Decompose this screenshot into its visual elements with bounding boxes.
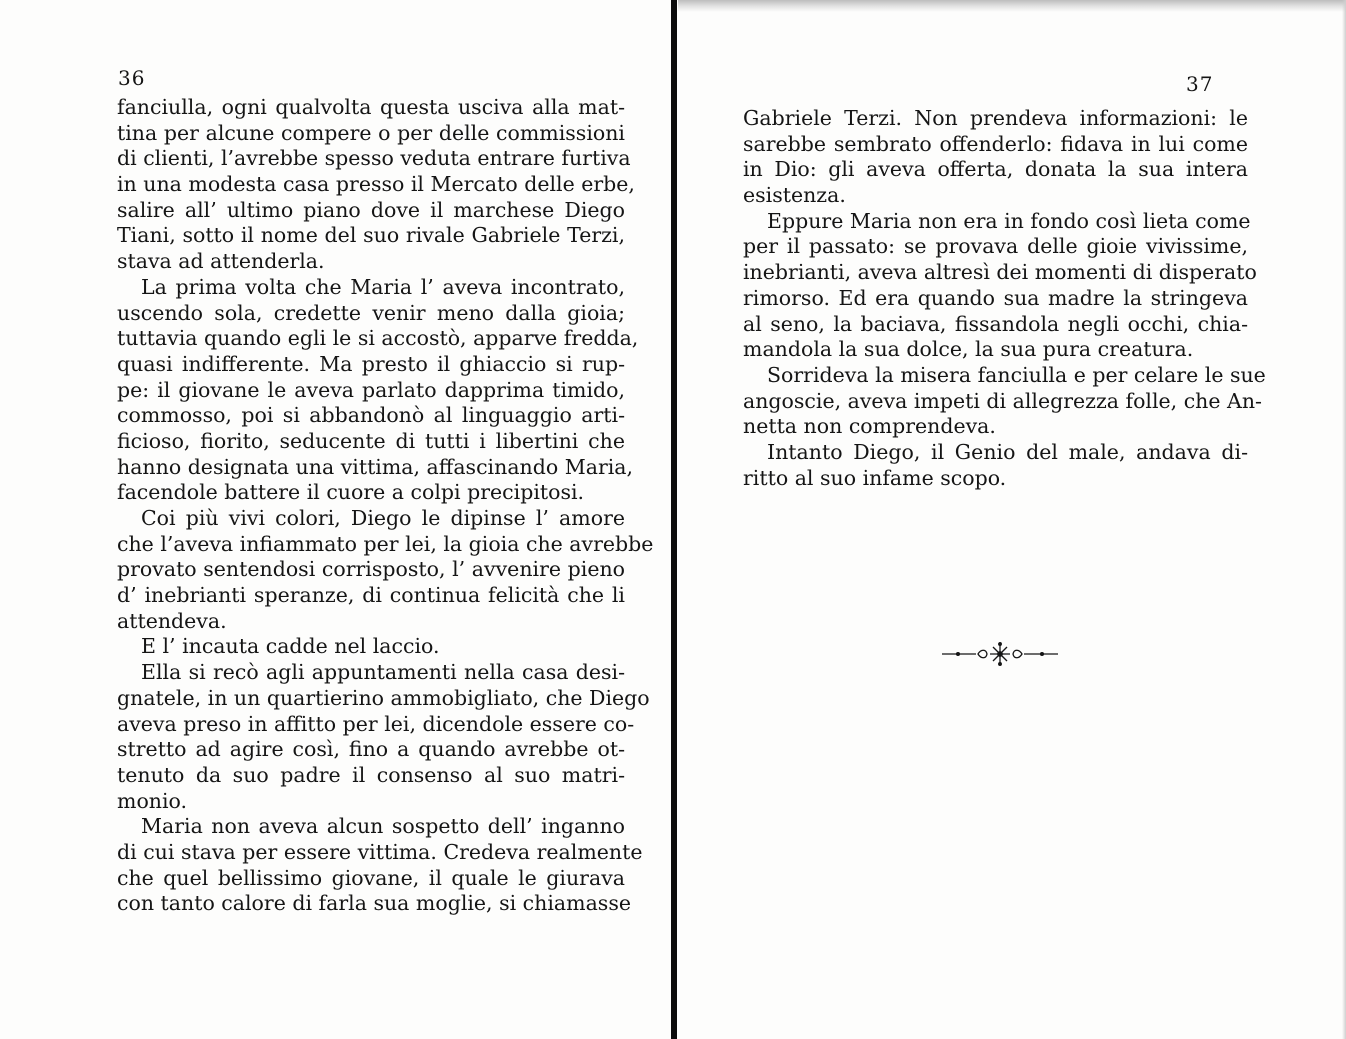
left-page-text-line: aveva preso in affitto per lei, dicendole essere co-	[117, 711, 635, 736]
left-page-text-line: d’ inebrianti speranze, di continua felicità che li	[117, 583, 625, 608]
right-page-text-line: al seno, la baciava, fissandola negli occhi, chia-	[743, 311, 1248, 336]
right-page-text-line: mandola la sua dolce, la sua pura creatura.	[743, 337, 1194, 362]
left-page-text-line: La prima volta che Maria l’ aveva incontrato,	[141, 274, 625, 299]
left-page-text-line: tina per alcune compere o per delle commissioni	[117, 120, 625, 145]
page-top-edge	[678, 0, 1346, 12]
left-page-text-line: Coi più vivi colori, Diego le dipinse l’ amore	[141, 506, 625, 530]
left-page-text-line: monio.	[117, 788, 188, 813]
right-page-text-line: inebrianti, aveva altresì dei momenti di disperato	[743, 260, 1257, 285]
right-page-text-line: rimorso. Ed era quando sua madre la stringeva	[743, 285, 1248, 310]
left-page-text-line: fanciulla, ogni qualvolta questa usciva alla mat-	[117, 95, 625, 119]
right-page-text-line: Eppure Maria non era in fondo così lieta come	[767, 208, 1251, 233]
right-page-text-line: per il passato: se provava delle gioie vivissime,	[743, 234, 1248, 259]
page-number-left: 36	[118, 66, 146, 90]
left-page-text	[117, 95, 654, 917]
left-page-text-line: tuttavia quando egli le si accostò, apparve fredda,	[117, 326, 639, 351]
left-page-text-line: che quel bellissimo giovane, il quale le giurava	[117, 865, 625, 890]
left-page-text-line: Tiani, sotto il nome del suo rivale Gabriele Terzi,	[117, 223, 625, 248]
page-right-edge	[1342, 0, 1346, 1039]
left-page-text-line: quasi indifferente. Ma presto il ghiaccio si rup-	[117, 351, 625, 376]
left-page-text-line: stretto ad agire così, fino a quando avrebbe ot-	[117, 737, 625, 762]
right-page-text-line: angoscie, aveva impeti di allegrezza folle, che An-	[743, 388, 1262, 413]
right-page-text-line: Sorrideva la misera fanciulla e per celare le sue	[767, 362, 1266, 387]
left-page-text-line: ficioso, fiorito, seducente di tutti i libertini che	[117, 428, 625, 453]
left-page-text-line: Maria non aveva alcun sospetto dell’ inganno	[141, 814, 625, 839]
left-page-text-line: stava ad attenderla.	[117, 249, 325, 274]
right-page-text-line: ritto al suo infame scopo.	[743, 465, 1007, 490]
left-page-text-line: in una modesta casa presso il Mercato delle erbe,	[117, 172, 635, 197]
right-page-text-line: esistenza.	[743, 183, 846, 208]
left-page-text-line: gnatele, in un quartierino ammobigliato, che Diego	[117, 685, 650, 710]
left-page-text-line: uscendo sola, credette venir meno dalla gioia;	[117, 300, 625, 325]
page-number-right: 37	[1186, 72, 1214, 96]
left-page-text-line: E l’ incauta cadde nel laccio.	[141, 634, 440, 659]
left-page-text-line: tenuto da suo padre il consenso al suo matri-	[117, 762, 625, 787]
left-page-text-line: che l’aveva infiammato per lei, la gioia che avrebbe	[117, 531, 654, 556]
left-page-text-line: di clienti, l’avrebbe spesso veduta entrare furtiva	[117, 146, 631, 171]
left-page-text-line: di cui stava per essere vittima. Credeva realmente	[117, 839, 643, 864]
left-page-text-line: facendole battere il cuore a colpi precipitosi.	[117, 480, 585, 505]
left-page-text-line: provato sentendosi corrisposto, l’ avvenire pieno	[117, 557, 625, 582]
fleuron-ornament-icon	[940, 641, 1060, 667]
left-page-text-line: hanno designata una vittima, affascinando Maria,	[117, 454, 634, 479]
right-page-text-line: in Dio: gli aveva offerta, donata la sua intera	[743, 157, 1248, 182]
left-page-text-line: con tanto calore di farla sua moglie, si chiamasse	[117, 891, 631, 916]
left-page	[0, 0, 672, 1039]
right-page-text	[743, 106, 1266, 491]
right-page-text-line: Intanto Diego, il Genio del male, andava di-	[767, 439, 1248, 464]
right-page-text-line: sarebbe sembrato offenderlo: fidava in lui come	[743, 131, 1248, 156]
left-page-text-line: Ella si recò agli appuntamenti nella casa desi-	[141, 660, 625, 685]
left-page-text-line: commosso, poi si abbandonò al linguaggio arti-	[117, 403, 625, 428]
right-page-text-line: netta non comprendeva.	[743, 414, 996, 439]
left-page-text-line: attendeva.	[117, 608, 227, 633]
left-page-text-line: salire all’ ultimo piano dove il marchese Diego	[117, 197, 625, 222]
left-page-text-line: pe: il giovane le aveva parlato dapprima timido,	[117, 377, 625, 402]
right-page-text-line: Gabriele Terzi. Non prendeva informazioni: le	[743, 106, 1248, 130]
